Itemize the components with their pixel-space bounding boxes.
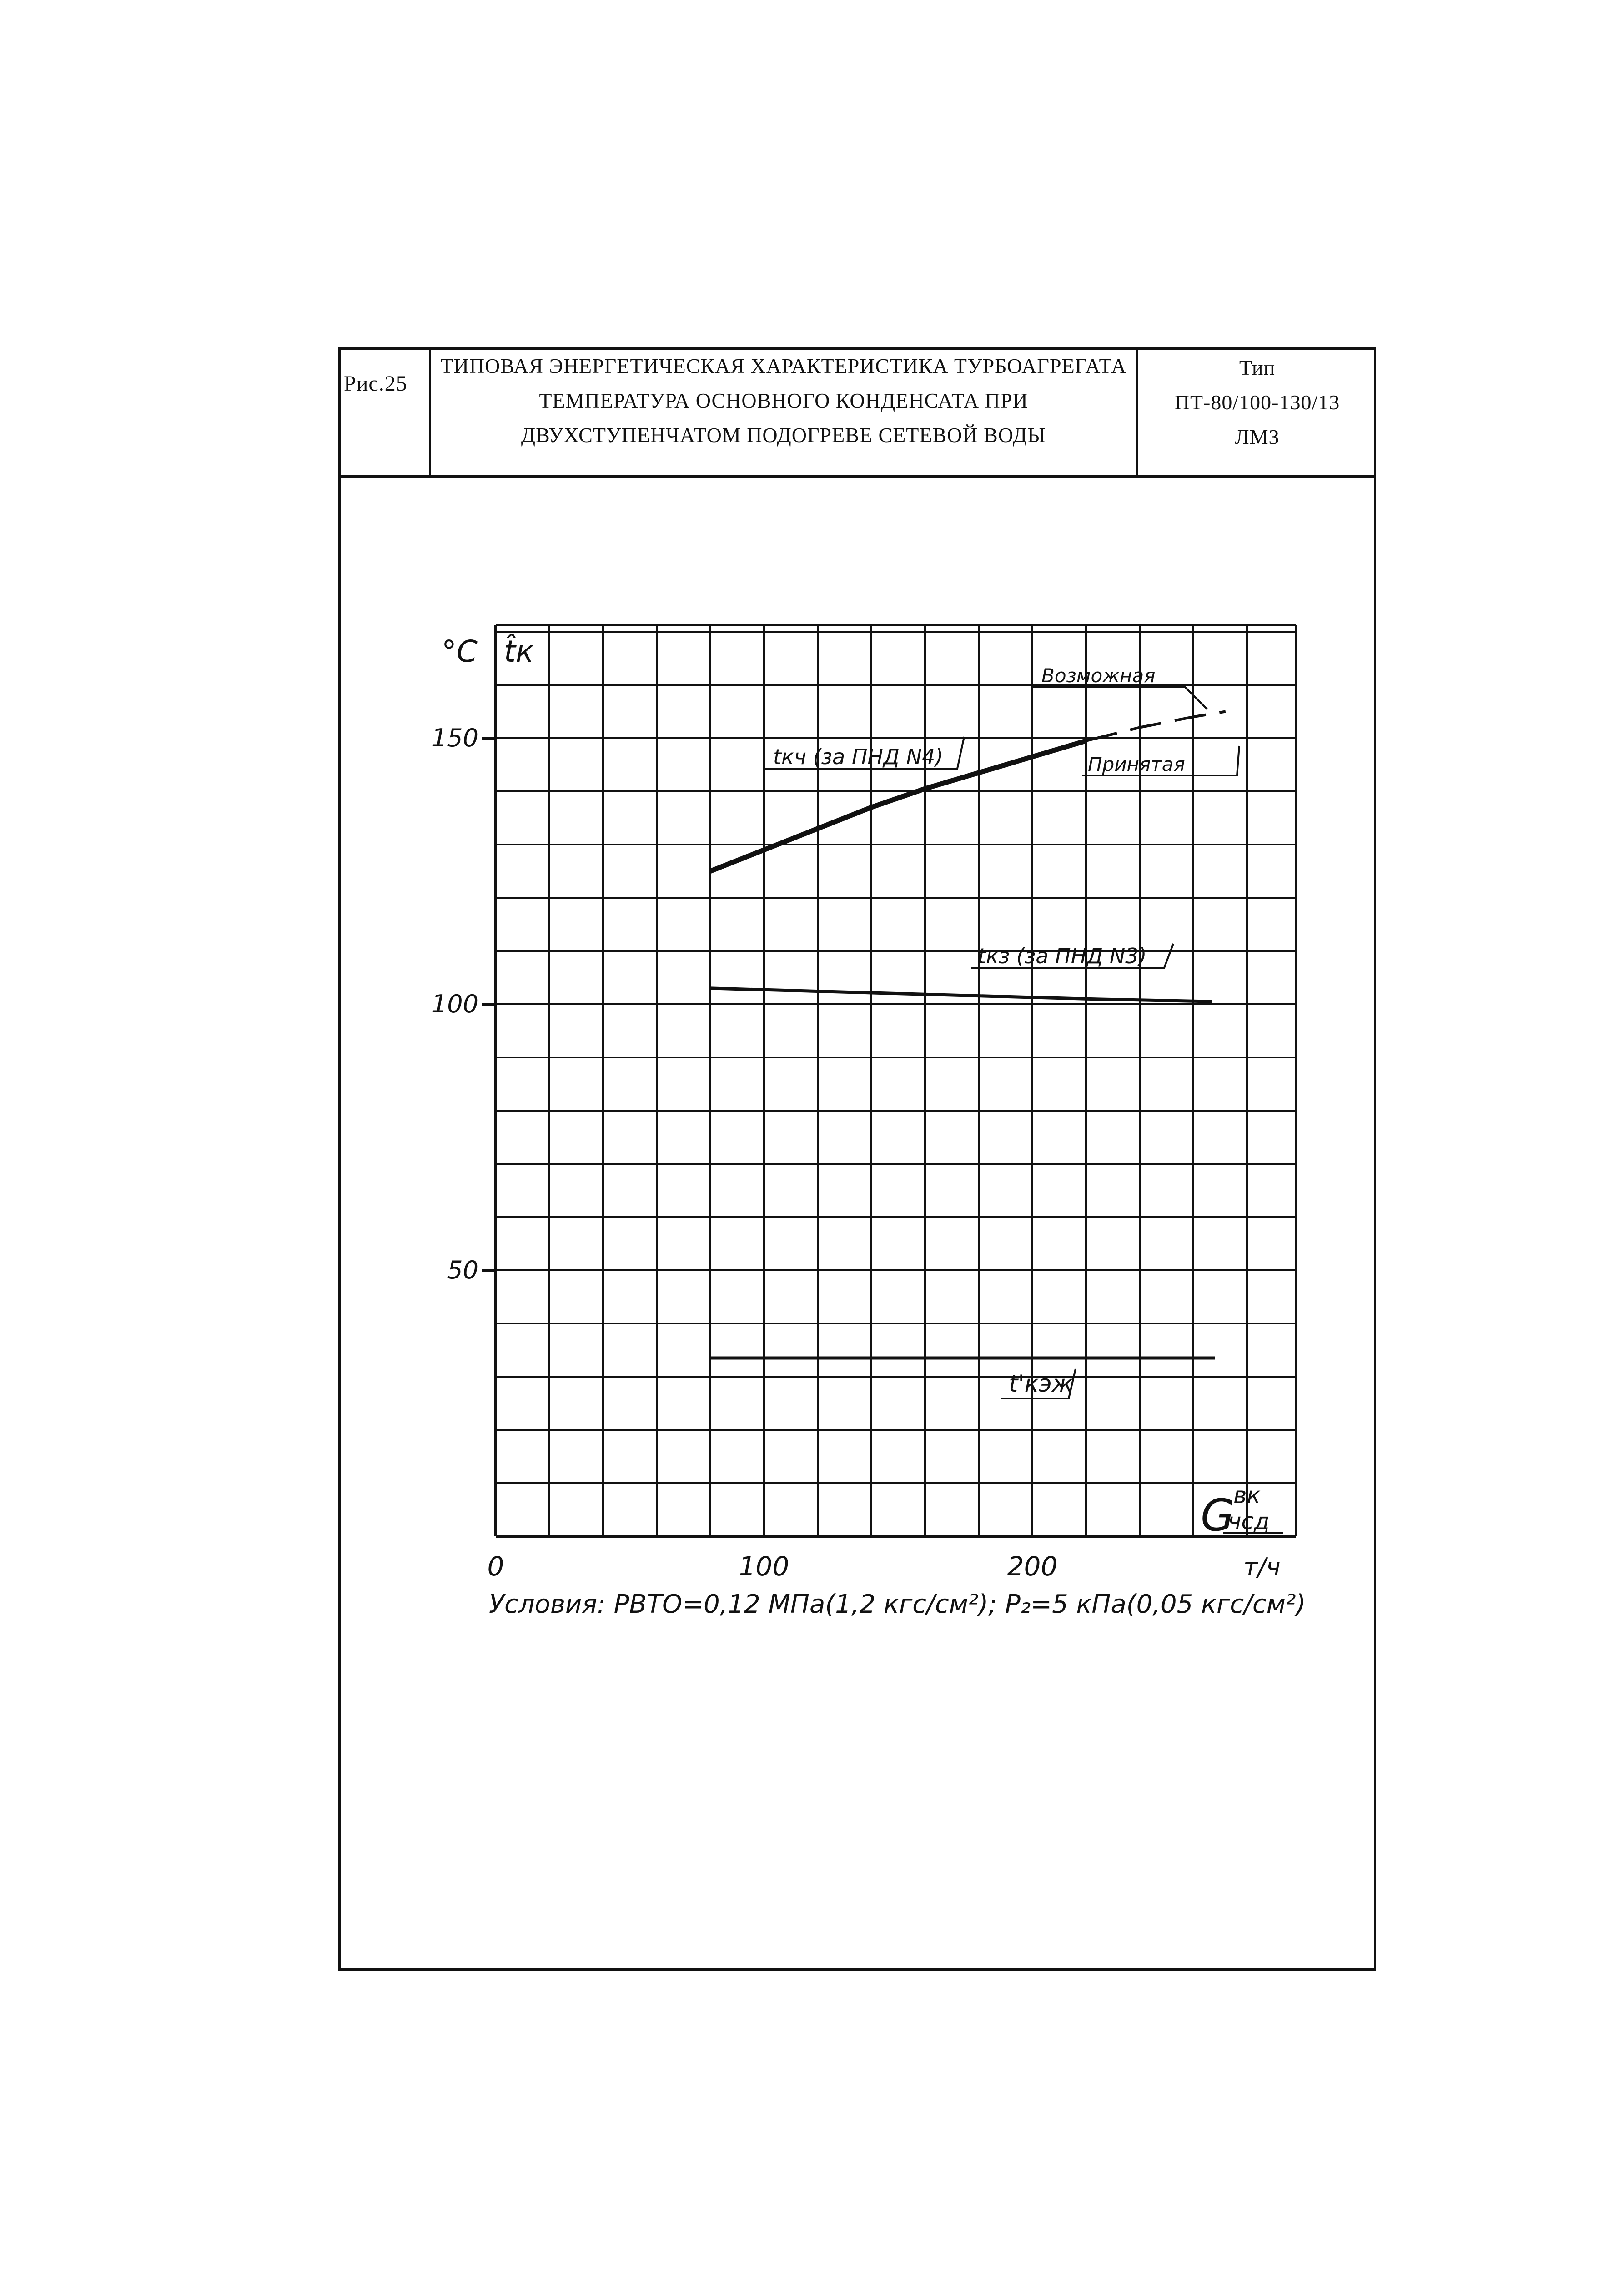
- chart-series: [710, 712, 1226, 1358]
- x-tick-label: 200: [1007, 1551, 1058, 1582]
- conditions-note: Условия: РВТО=0,12 МПа(1,2 кгс/см²); Р₂=5 кПа(0,05 кгс/см²): [489, 1590, 1306, 1619]
- title-line: ТИПОВАЯ ЭНЕРГЕТИЧЕСКАЯ ХАРАКТЕРИСТИКА ТУРБОАГРЕГАТА: [440, 354, 1127, 377]
- label-accepted: Принятая: [1088, 753, 1185, 775]
- label-possible: Возможная: [1041, 664, 1156, 687]
- series-label-tk3: tкз (за ПНД N3): [978, 944, 1147, 968]
- label-possible-underline: [1032, 687, 1207, 709]
- manufacturer: ЛМЗ: [1235, 425, 1280, 448]
- series-label-tk4: tкч (за ПНД N4): [773, 745, 944, 769]
- y-axis-symbol: t̂к: [504, 634, 534, 669]
- title-line: ТЕМПЕРАТУРА ОСНОВНОГО КОНДЕНСАТА ПРИ: [539, 389, 1028, 412]
- title-line: ДВУХСТУПЕНЧАТОМ ПОДОГРЕВЕ СЕТЕВОЙ ВОДЫ: [521, 423, 1046, 447]
- y-tick-label: 100: [431, 990, 478, 1018]
- x-unit-label: т/ч: [1243, 1553, 1281, 1581]
- x-tick-label: 100: [739, 1551, 789, 1582]
- y-axis-label: °C: [441, 634, 478, 669]
- x-axis-subscript: вк: [1233, 1482, 1261, 1509]
- series-tk3-line: [710, 988, 1212, 1001]
- chart-labels: [432, 634, 1283, 1582]
- x-tick-label: 0: [487, 1551, 504, 1582]
- turbine-model: ПТ-80/100-130/13: [1174, 391, 1340, 414]
- y-tick-label: 50: [447, 1256, 478, 1284]
- figure-label: Рис.25: [344, 372, 407, 396]
- y-tick-label: 150: [431, 724, 478, 752]
- x-axis-subscript: чсд: [1228, 1508, 1270, 1534]
- series-label-tkezh: t'кэж: [1009, 1370, 1073, 1398]
- x-axis-symbol: G: [1201, 1490, 1235, 1541]
- series-tk4-extension-dashed: [1086, 712, 1226, 741]
- type-label: Тип: [1239, 356, 1276, 379]
